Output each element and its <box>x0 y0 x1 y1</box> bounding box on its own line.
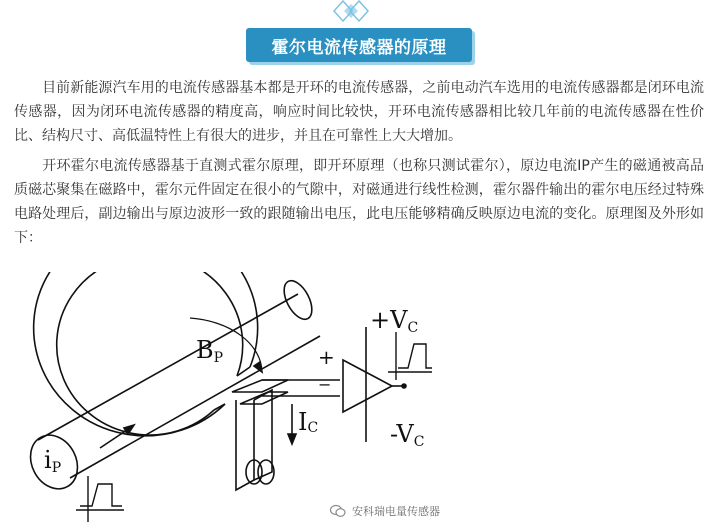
wechat-logo-icon <box>330 504 346 518</box>
diamond-ornament-icon <box>333 0 369 22</box>
paragraph-intro: 目前新能源汽车用的电流传感器基本都是开环的电流传感器，之前电动汽车选用的电流传感器都是闭环电流传感器，因为闭环电流传感器的精度高，响应时间比较快，开环电流传感器相比较几年前的电流传感器在性价比、结构尺寸、高低温特性上有很大的进步，并且在可靠性上大大增加。 <box>14 80 704 144</box>
vc-plus-label: +VC <box>370 306 419 336</box>
output-waveform <box>388 332 432 380</box>
watermark-text: 安科瑞电量传感器 <box>352 505 440 518</box>
watermark <box>330 500 440 522</box>
ip-label: iP <box>44 446 62 476</box>
amplifier <box>343 360 392 412</box>
input-minus-label: − <box>318 375 332 394</box>
paragraph-principle: 开环霍尔电流传感器基于直测式霍尔原理，即开环原理（也称只测试霍尔），原边电流IP产生的磁通被高品质磁芯聚集在磁路中，霍尔元件固定在很小的气隙中，对磁通进行线性检测，霍尔器件输出的霍尔电压经过特殊电路处理后，副边输出与原边波形一致的跟随输出电压，此电压能够精确反映原边电流的变化。原理图及外形如下： <box>14 158 704 246</box>
section-title: 霍尔电流传感器的原理 <box>246 28 472 62</box>
vc-minus-label: -VC <box>390 420 425 450</box>
primary-conductor <box>38 294 320 478</box>
magnetic-core-outer <box>34 272 258 436</box>
bp-label: BP <box>196 336 224 366</box>
input-waveform <box>76 476 124 522</box>
input-plus-label: + <box>318 345 335 369</box>
hall-sensor-principle-diagram <box>0 272 716 530</box>
ic-label: IC <box>298 408 319 436</box>
